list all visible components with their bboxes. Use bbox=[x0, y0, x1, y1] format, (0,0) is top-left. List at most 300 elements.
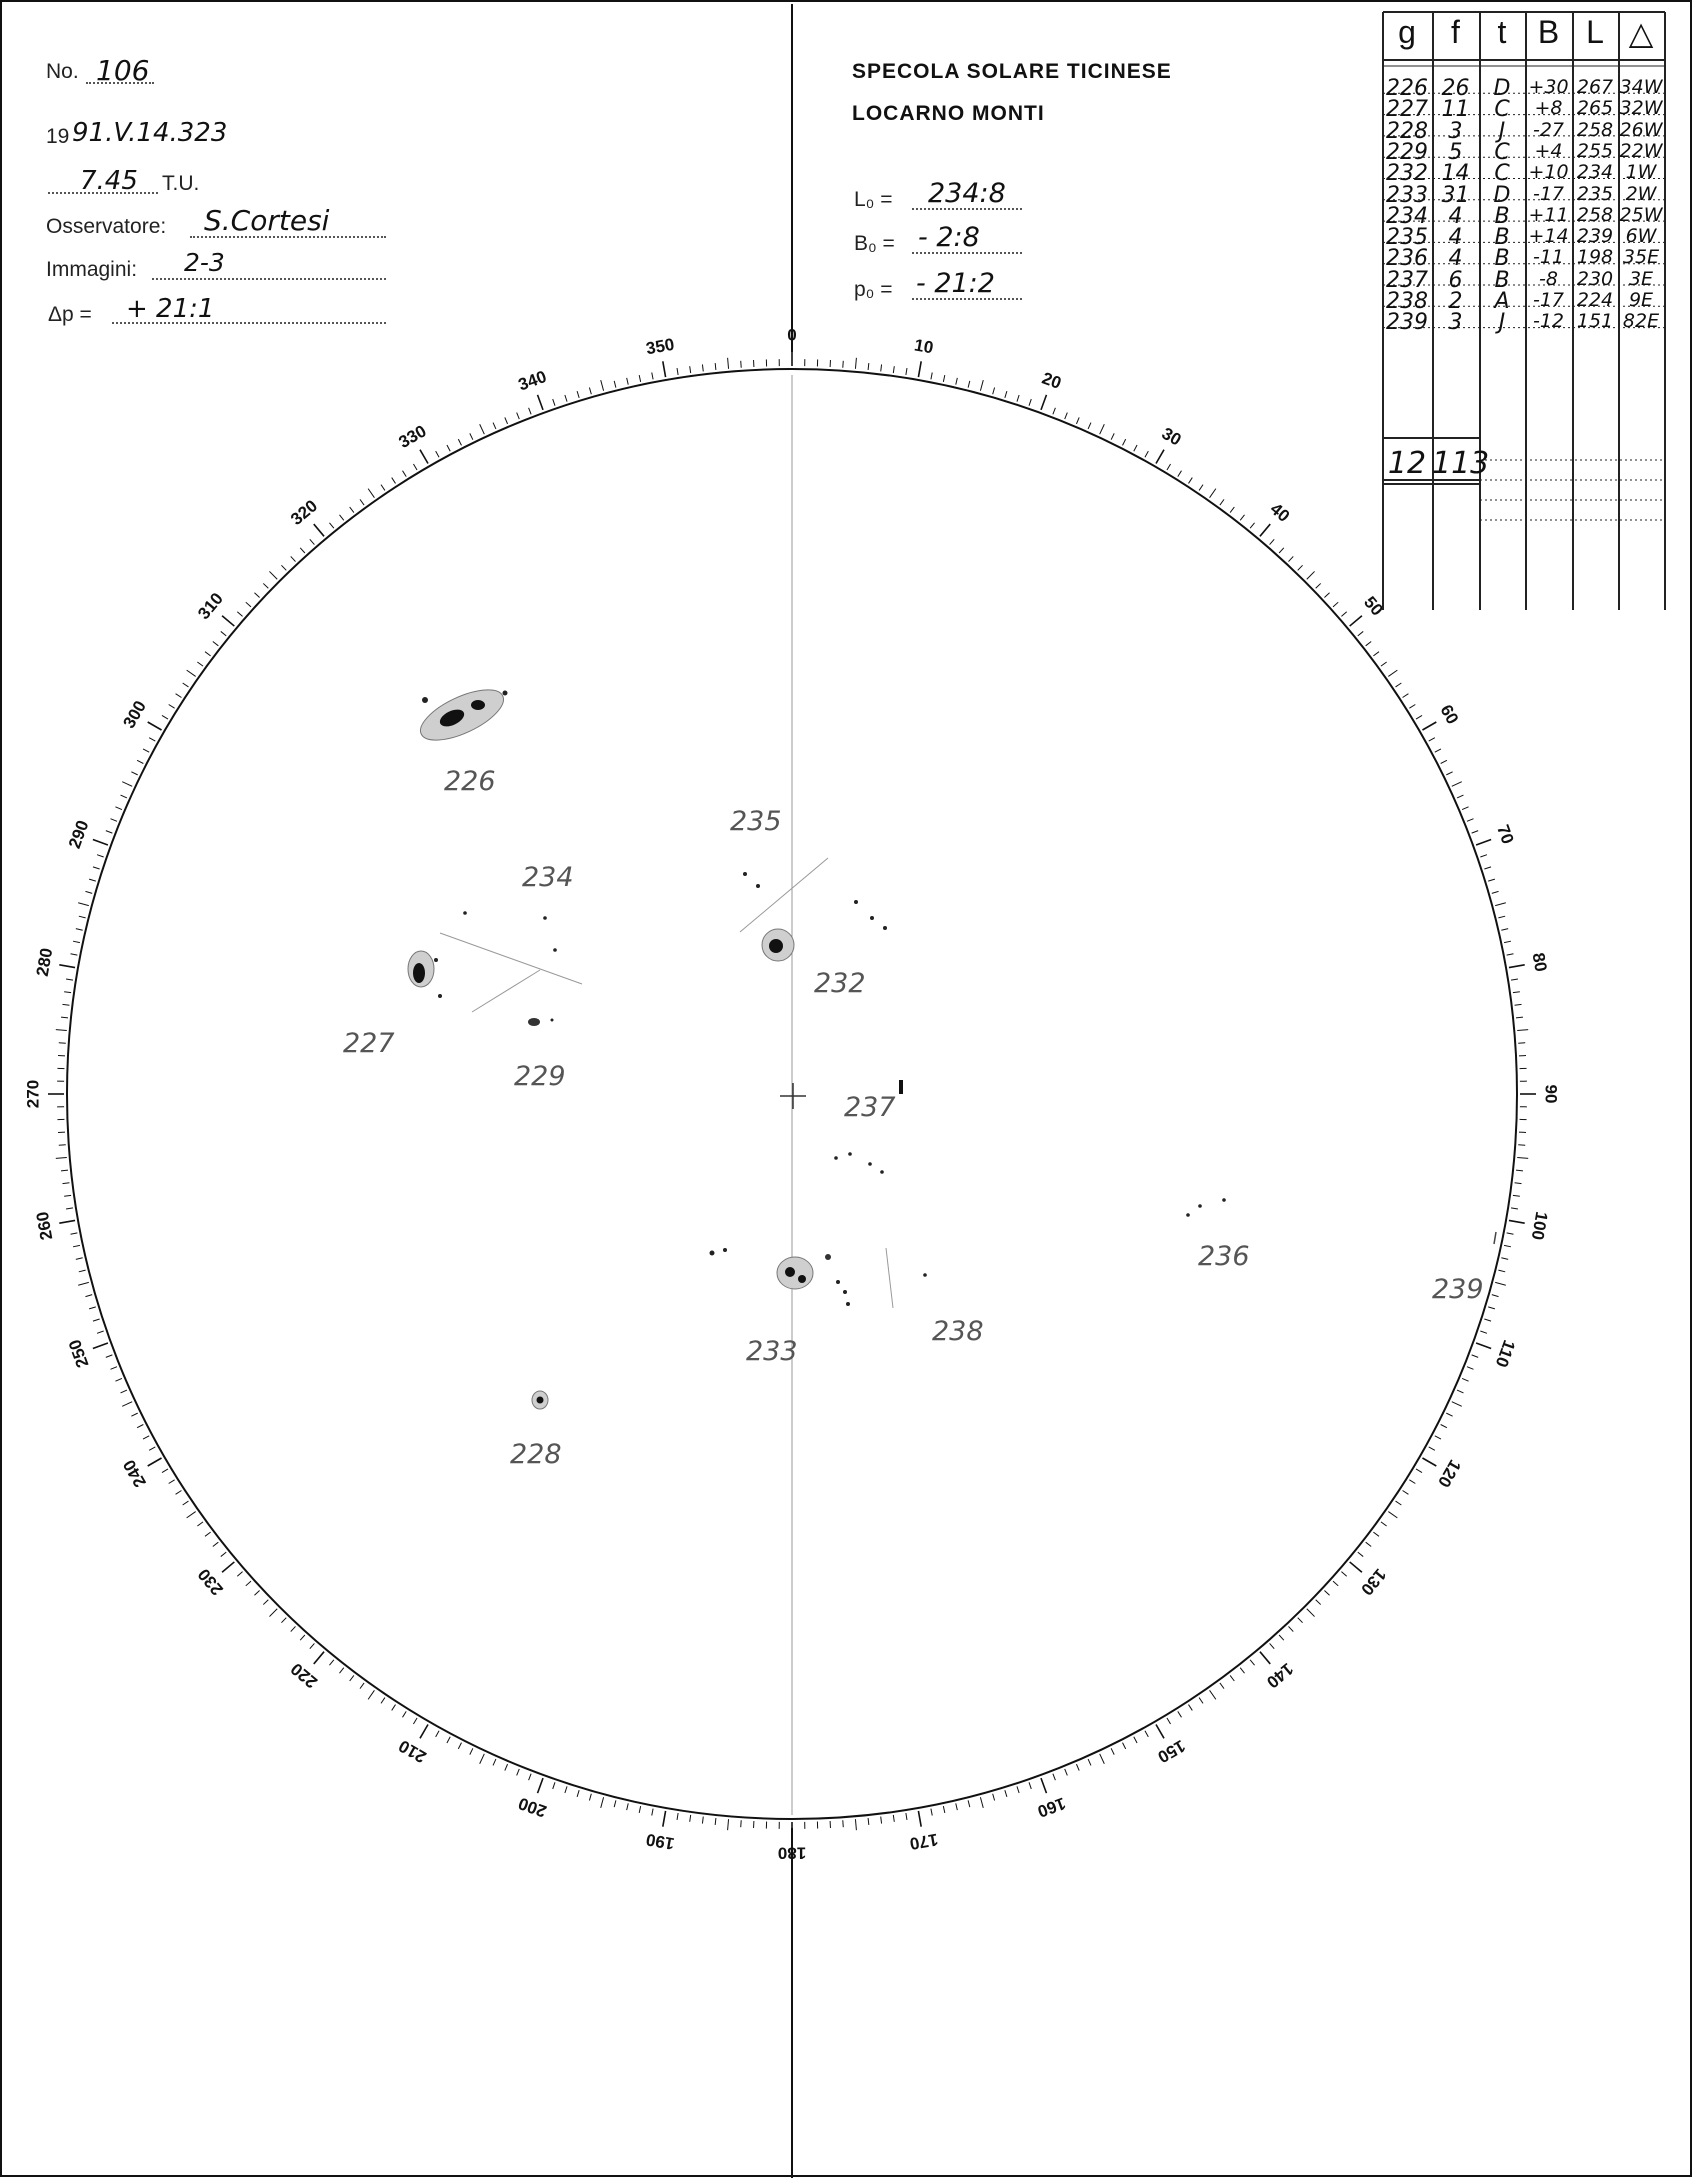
graduation-tick bbox=[246, 602, 251, 607]
graduation-tick bbox=[1476, 840, 1491, 845]
graduation-tick bbox=[1517, 1030, 1528, 1031]
graduation-tick bbox=[115, 1378, 121, 1381]
graduation-tick bbox=[1288, 556, 1293, 561]
graduation-tick bbox=[1199, 485, 1203, 491]
graduation-tick bbox=[64, 1195, 71, 1196]
graduation-tick bbox=[1260, 1652, 1270, 1664]
graduation-tick bbox=[350, 507, 354, 513]
graduation-label: 130 bbox=[1357, 1564, 1390, 1599]
graduation-tick bbox=[1041, 1778, 1046, 1793]
graduation-tick bbox=[1076, 1764, 1079, 1770]
graduation-tick bbox=[237, 1572, 242, 1577]
table-cell: J bbox=[1498, 118, 1506, 144]
graduation-tick bbox=[1134, 1737, 1137, 1743]
graduation-tick bbox=[254, 1590, 259, 1595]
graduation-label: 180 bbox=[777, 1843, 807, 1863]
graduation-tick bbox=[855, 358, 856, 369]
graduation-tick bbox=[1480, 855, 1487, 857]
number-value: 106 bbox=[96, 54, 150, 87]
table-cell: 234 bbox=[1386, 203, 1428, 229]
graduation-tick bbox=[78, 1282, 89, 1285]
graduation-label: 230 bbox=[194, 1564, 227, 1599]
group-label-239: 239 bbox=[1432, 1274, 1484, 1305]
graduation-tick bbox=[918, 361, 921, 377]
graduation-tick bbox=[93, 867, 100, 869]
graduation-tick bbox=[715, 363, 716, 370]
graduation-tick bbox=[1492, 1295, 1499, 1297]
time-value: 7.45 bbox=[80, 166, 138, 196]
graduation-tick bbox=[906, 1813, 907, 1820]
table-cell: 14 bbox=[1441, 161, 1470, 187]
graduation-tick bbox=[1509, 965, 1525, 968]
graduation-tick bbox=[1017, 395, 1019, 402]
graduation-label: 320 bbox=[287, 496, 322, 529]
graduation-tick bbox=[263, 1600, 268, 1605]
graduation-tick bbox=[1111, 433, 1114, 439]
graduation-tick bbox=[1501, 1258, 1508, 1260]
table-cell: +14 bbox=[1528, 225, 1569, 248]
graduation-tick bbox=[868, 1818, 869, 1825]
graduation-tick bbox=[1388, 670, 1397, 676]
sunspot-group-239 bbox=[1494, 1232, 1496, 1244]
graduation-tick bbox=[121, 1390, 127, 1393]
graduation-tick bbox=[1316, 1600, 1321, 1605]
graduation-tick bbox=[1210, 489, 1216, 498]
graduation-tick bbox=[1167, 1718, 1171, 1724]
graduation-tick bbox=[1307, 571, 1315, 579]
graduation-tick bbox=[85, 891, 92, 893]
graduation-tick bbox=[1230, 507, 1234, 513]
graduation-tick bbox=[310, 1643, 315, 1648]
graduation-tick bbox=[111, 1367, 117, 1370]
graduation-tick bbox=[993, 1794, 995, 1801]
graduation-tick bbox=[470, 433, 473, 439]
graduation-label: 100 bbox=[1527, 1210, 1552, 1242]
graduation-tick bbox=[1515, 1183, 1522, 1184]
graduation-tick bbox=[368, 1690, 374, 1699]
graduation-tick bbox=[1250, 1660, 1254, 1665]
graduation-tick bbox=[1199, 1698, 1203, 1704]
graduation-tick bbox=[392, 478, 396, 484]
graduation-tick bbox=[403, 471, 407, 477]
graduation-tick bbox=[1250, 523, 1254, 528]
graduation-label: 350 bbox=[644, 334, 676, 359]
graduation-tick bbox=[601, 380, 604, 391]
graduation-tick bbox=[1316, 583, 1321, 588]
graduation-tick bbox=[881, 1817, 882, 1824]
graduation-tick bbox=[1029, 399, 1031, 406]
table-cell: 6W bbox=[1625, 225, 1657, 248]
table-cell: 2 bbox=[1448, 289, 1463, 314]
graduation-tick bbox=[553, 1782, 555, 1789]
table-cell: 4 bbox=[1448, 203, 1463, 229]
graduation-tick bbox=[205, 1532, 211, 1536]
graduation-tick bbox=[78, 903, 89, 906]
graduation-tick bbox=[121, 795, 127, 798]
group-label-228: 228 bbox=[510, 1439, 562, 1470]
graduation-tick bbox=[601, 1797, 604, 1808]
table-cell: 233 bbox=[1386, 182, 1428, 208]
graduation-tick bbox=[281, 1618, 286, 1623]
graduation-tick bbox=[339, 515, 343, 521]
graduation-tick bbox=[1100, 424, 1105, 434]
table-cell: -27 bbox=[1532, 118, 1565, 141]
graduation-tick bbox=[1178, 1711, 1182, 1717]
group-label-236: 236 bbox=[1198, 1241, 1250, 1272]
graduation-tick bbox=[350, 1675, 354, 1681]
graduation-tick bbox=[213, 1542, 219, 1546]
graduation-tick bbox=[1435, 749, 1441, 752]
graduation-tick bbox=[413, 1718, 417, 1724]
table-cell: 9E bbox=[1628, 289, 1654, 311]
graduation-tick bbox=[66, 979, 73, 980]
graduation-tick bbox=[956, 1803, 958, 1810]
graduation-tick bbox=[1495, 1282, 1506, 1285]
graduation-tick bbox=[470, 1748, 473, 1754]
observer-value: S.Cortesi bbox=[204, 204, 330, 237]
graduation-tick bbox=[1053, 408, 1056, 415]
graduation-tick bbox=[553, 399, 555, 406]
graduation-tick bbox=[1501, 929, 1508, 931]
graduation-tick bbox=[93, 1343, 108, 1348]
graduation-tick bbox=[1341, 1572, 1346, 1577]
graduation-tick bbox=[1270, 1643, 1275, 1648]
group-label-235: 235 bbox=[730, 806, 782, 837]
table-cell: 235 bbox=[1576, 182, 1614, 205]
graduation-tick bbox=[73, 941, 80, 942]
graduation-tick bbox=[85, 1295, 92, 1297]
graduation-tick bbox=[1409, 1480, 1415, 1484]
graduation-tick bbox=[381, 1698, 385, 1704]
graduation-tick bbox=[1511, 979, 1518, 980]
graduation-tick bbox=[1373, 1532, 1379, 1536]
graduation-tick bbox=[291, 1626, 296, 1631]
table-cell: +10 bbox=[1528, 161, 1569, 184]
graduation-tick bbox=[314, 1652, 324, 1664]
graduation-tick bbox=[176, 694, 182, 698]
graduation-tick bbox=[1134, 445, 1137, 451]
total-spots: 113 bbox=[1432, 446, 1490, 481]
graduation-tick bbox=[66, 1208, 73, 1209]
graduation-tick bbox=[1498, 916, 1505, 918]
graduation-tick bbox=[106, 831, 113, 834]
table-cell: 34W bbox=[1619, 76, 1663, 98]
graduation-tick bbox=[652, 373, 653, 380]
l0-value: 234:8 bbox=[928, 178, 1006, 209]
graduation-tick bbox=[162, 715, 168, 719]
graduation-tick bbox=[505, 1764, 508, 1770]
graduation-tick bbox=[677, 368, 678, 375]
graduation-tick bbox=[1324, 593, 1329, 598]
graduation-label: 160 bbox=[1035, 1793, 1069, 1822]
graduation-tick bbox=[517, 1769, 520, 1775]
graduation-tick bbox=[1230, 1675, 1234, 1681]
table-cell: 26 bbox=[1441, 76, 1470, 101]
table-header-t: t bbox=[1497, 14, 1507, 50]
graduation-label: 40 bbox=[1266, 499, 1294, 526]
table-cell: 235 bbox=[1386, 225, 1428, 251]
graduation-tick bbox=[1156, 450, 1164, 464]
graduation-tick bbox=[360, 499, 364, 505]
graduation-tick bbox=[1476, 1343, 1491, 1348]
date-value: 91.V.14.323 bbox=[72, 118, 228, 148]
graduation-tick bbox=[690, 1815, 691, 1822]
graduation-tick bbox=[269, 1609, 277, 1617]
graduation-tick bbox=[360, 1683, 364, 1689]
graduation-tick bbox=[1053, 1774, 1056, 1781]
sunspot-group-228 bbox=[532, 1391, 548, 1409]
graduation-tick bbox=[1488, 879, 1495, 881]
graduation-tick bbox=[131, 772, 137, 775]
group-label-227: 227 bbox=[343, 1028, 395, 1059]
graduation-tick bbox=[1452, 1402, 1462, 1407]
sunspot-group-232 bbox=[762, 900, 887, 961]
graduation-tick bbox=[115, 807, 121, 810]
graduation-tick bbox=[281, 565, 286, 570]
institution-name: SPECOLA SOLARE TICINESE bbox=[852, 60, 1172, 83]
graduation-tick bbox=[1358, 631, 1363, 635]
graduation-tick bbox=[76, 1258, 83, 1260]
table-cell: 22W bbox=[1619, 139, 1663, 162]
graduation-tick bbox=[577, 1790, 579, 1797]
table-header-g: g bbox=[1398, 14, 1416, 50]
graduation-tick bbox=[1167, 464, 1171, 470]
graduation-tick bbox=[1409, 705, 1415, 709]
graduation-tick bbox=[143, 749, 149, 752]
table-cell: -17 bbox=[1532, 289, 1565, 311]
graduation-tick bbox=[56, 1157, 67, 1158]
graduation-tick bbox=[1403, 694, 1409, 698]
graduation-tick bbox=[1350, 616, 1362, 626]
graduation-tick bbox=[1422, 722, 1436, 730]
number-label: No. bbox=[46, 60, 79, 83]
graduation-tick bbox=[131, 1413, 137, 1416]
graduation-tick bbox=[1065, 1769, 1068, 1775]
graduation-tick bbox=[1324, 1590, 1329, 1595]
graduation-label: 90 bbox=[1541, 1084, 1561, 1104]
table-cell: 82E bbox=[1622, 310, 1660, 333]
graduation-tick bbox=[639, 375, 640, 382]
table-header-f: f bbox=[1451, 14, 1460, 50]
graduation-tick bbox=[413, 464, 417, 470]
graduation-tick bbox=[1145, 451, 1148, 457]
graduation-tick bbox=[881, 364, 882, 371]
graduation-tick bbox=[1076, 417, 1079, 423]
graduation-tick bbox=[956, 378, 958, 385]
graduation-tick bbox=[1484, 867, 1491, 869]
graduation-label: 200 bbox=[515, 1793, 549, 1822]
graduation-tick bbox=[1467, 819, 1473, 822]
graduation-tick bbox=[968, 1800, 970, 1807]
graduation-tick bbox=[221, 631, 226, 635]
graduation-tick bbox=[715, 1818, 716, 1825]
graduation-label: 170 bbox=[908, 1829, 940, 1854]
graduation-tick bbox=[62, 1004, 69, 1005]
graduation-tick bbox=[64, 992, 71, 993]
graduation-tick bbox=[1509, 1220, 1525, 1223]
graduation-tick bbox=[1515, 1004, 1522, 1005]
graduation-tick bbox=[1457, 1390, 1463, 1393]
graduation-tick bbox=[1298, 1618, 1303, 1623]
graduation-tick bbox=[918, 1811, 921, 1827]
sunspot-group-233 bbox=[710, 1248, 851, 1306]
institution-location: LOCARNO MONTI bbox=[852, 102, 1045, 125]
graduation-tick bbox=[1462, 1378, 1468, 1381]
graduation-tick bbox=[458, 439, 461, 445]
graduation-tick bbox=[1472, 831, 1479, 834]
graduation-tick bbox=[1416, 715, 1422, 719]
graduation-tick bbox=[1507, 1233, 1514, 1234]
graduation-tick bbox=[246, 1581, 251, 1586]
graduation-tick bbox=[1341, 612, 1346, 617]
graduation-label: 210 bbox=[395, 1736, 430, 1767]
graduation-tick bbox=[538, 395, 543, 410]
table-cell: A bbox=[1494, 289, 1510, 314]
table-cell: 232 bbox=[1386, 161, 1428, 187]
graduation-tick bbox=[1446, 1413, 1452, 1416]
graduation-label: 20 bbox=[1039, 368, 1064, 393]
table-header-L: L bbox=[1586, 14, 1604, 50]
graduation-tick bbox=[254, 593, 259, 598]
table-cell: 239 bbox=[1386, 310, 1428, 336]
graduation-label: 220 bbox=[287, 1659, 322, 1692]
graduation-tick bbox=[538, 1778, 543, 1793]
graduation-tick bbox=[137, 1425, 143, 1428]
graduation-tick bbox=[148, 1458, 162, 1466]
images-value: 2-3 bbox=[184, 248, 225, 277]
group-label-234: 234 bbox=[522, 862, 574, 893]
graduation-label: 70 bbox=[1493, 822, 1518, 847]
graduation-label: 270 bbox=[23, 1079, 43, 1109]
graduation-tick bbox=[868, 363, 869, 370]
graduation-tick bbox=[1270, 539, 1275, 544]
graduation-tick bbox=[447, 1737, 450, 1743]
graduation-tick bbox=[565, 1786, 567, 1793]
sunspot-group-226 bbox=[414, 680, 511, 751]
table-cell: B bbox=[1494, 267, 1510, 293]
graduation-label: 120 bbox=[1434, 1456, 1465, 1491]
table-cell: -12 bbox=[1532, 310, 1565, 333]
sunspot-group-227 bbox=[408, 951, 442, 998]
graduation-tick bbox=[663, 1811, 666, 1827]
graduation-tick bbox=[1210, 1690, 1216, 1699]
graduation-tick bbox=[565, 395, 567, 402]
graduation-tick bbox=[931, 373, 932, 380]
graduation-tick bbox=[143, 1436, 149, 1439]
graduation-tick bbox=[627, 1803, 629, 1810]
graduation-tick bbox=[169, 1480, 175, 1484]
graduation-tick bbox=[89, 1307, 96, 1309]
graduation-tick bbox=[1123, 1743, 1126, 1749]
table-cell: 2W bbox=[1625, 182, 1657, 205]
graduation-tick bbox=[1123, 439, 1126, 445]
graduation-label: 310 bbox=[194, 589, 227, 624]
table-cell: 238 bbox=[1386, 289, 1428, 314]
graduation-tick bbox=[458, 1743, 461, 1749]
graduation-tick bbox=[1100, 1754, 1105, 1764]
graduation-tick bbox=[403, 1711, 407, 1717]
graduation-tick bbox=[589, 1794, 591, 1801]
graduation-tick bbox=[931, 1809, 932, 1816]
graduation-tick bbox=[1422, 1458, 1436, 1466]
table-cell: +30 bbox=[1528, 76, 1569, 98]
graduation-tick bbox=[62, 1183, 69, 1184]
graduation-tick bbox=[89, 879, 96, 881]
graduation-tick bbox=[690, 366, 691, 373]
graduation-tick bbox=[1240, 515, 1244, 521]
table-cell: 3E bbox=[1628, 267, 1654, 290]
graduation-tick bbox=[1452, 782, 1462, 787]
table-cell: 265 bbox=[1576, 97, 1614, 120]
group-label-226: 226 bbox=[444, 766, 496, 797]
group-label-232: 232 bbox=[814, 968, 866, 999]
group-label-238: 238 bbox=[932, 1316, 984, 1347]
graduation-label: 290 bbox=[64, 817, 93, 851]
graduation-tick bbox=[263, 583, 268, 588]
table-cell: 234 bbox=[1576, 161, 1614, 184]
table-cell: 228 bbox=[1386, 118, 1428, 144]
graduation-tick bbox=[59, 965, 75, 968]
table-cell: 25W bbox=[1619, 203, 1663, 226]
table-cell: C bbox=[1494, 139, 1510, 165]
graduation-tick bbox=[1333, 1581, 1338, 1586]
graduation-tick bbox=[122, 1402, 132, 1407]
graduation-tick bbox=[577, 391, 579, 398]
graduation-tick bbox=[1333, 602, 1338, 607]
graduation-tick bbox=[1429, 1447, 1435, 1450]
graduation-label: 60 bbox=[1436, 701, 1463, 728]
graduation-tick bbox=[943, 1806, 944, 1813]
group-label-229: 229 bbox=[514, 1061, 566, 1092]
graduation-tick bbox=[1279, 548, 1284, 553]
graduation-tick bbox=[1288, 1626, 1293, 1631]
graduation-tick bbox=[1441, 1425, 1447, 1428]
graduation-tick bbox=[1178, 471, 1182, 477]
sunspot-group-235 bbox=[740, 858, 828, 932]
graduation-tick bbox=[213, 641, 219, 645]
graduation-tick bbox=[436, 451, 439, 457]
graduation-tick bbox=[59, 1220, 75, 1223]
graduation-tick bbox=[702, 1817, 703, 1824]
graduation-tick bbox=[76, 929, 83, 931]
graduation-tick bbox=[1467, 1367, 1473, 1370]
graduation-tick bbox=[197, 1522, 203, 1526]
graduation-tick bbox=[980, 1797, 983, 1808]
table-cell: C bbox=[1494, 161, 1510, 187]
graduation-tick bbox=[639, 1806, 640, 1813]
time-unit: T.U. bbox=[162, 172, 200, 195]
graduation-tick bbox=[1480, 1331, 1487, 1333]
b0-value: - 2:8 bbox=[918, 222, 980, 253]
graduation-tick bbox=[906, 368, 907, 375]
graduation-tick bbox=[176, 1490, 182, 1494]
graduation-tick bbox=[943, 375, 944, 382]
graduation-tick bbox=[237, 612, 242, 617]
table-cell: +11 bbox=[1528, 203, 1569, 226]
graduation-tick bbox=[1188, 1705, 1192, 1711]
graduation-tick bbox=[97, 1331, 104, 1333]
graduation-tick bbox=[1498, 1270, 1505, 1272]
graduation-tick bbox=[1517, 1157, 1528, 1158]
sunspot-group-236 bbox=[1186, 1198, 1226, 1217]
b0-label: B₀ = bbox=[854, 232, 895, 255]
graduation-tick bbox=[137, 760, 143, 763]
l0-label: L₀ = bbox=[854, 188, 893, 211]
table-cell: 267 bbox=[1576, 76, 1614, 98]
table-cell: 1W bbox=[1625, 161, 1657, 184]
table-cell: -11 bbox=[1532, 246, 1565, 269]
graduation-tick bbox=[222, 1562, 234, 1572]
